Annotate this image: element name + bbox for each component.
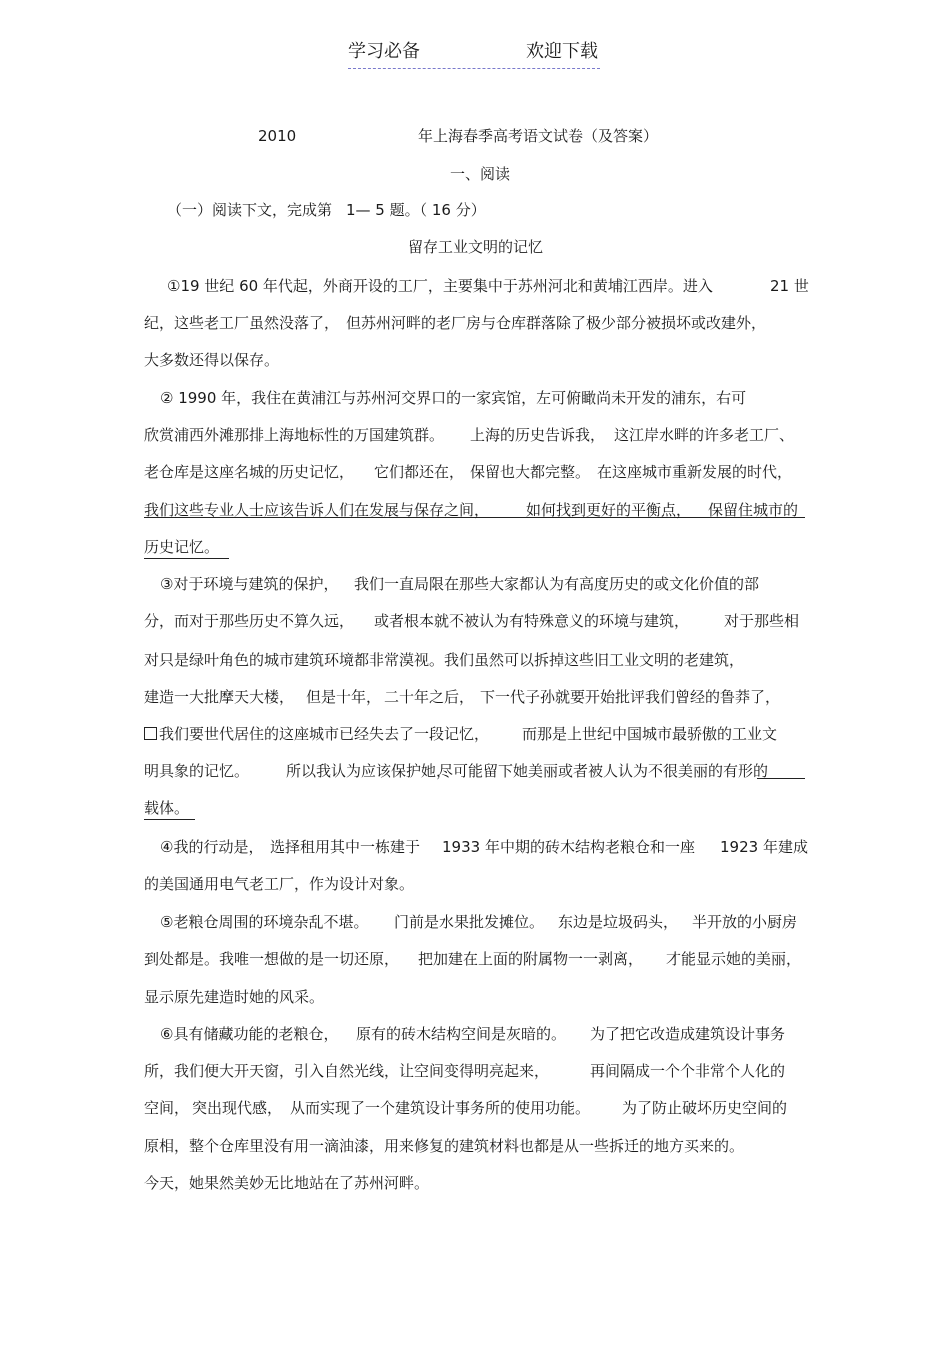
p5-line3: 显示原先建造时她的风采。 [144,988,325,1006]
p3-line5b: 而那是上世纪中国城市最骄傲的工业文 [522,725,778,743]
p3-line6a: 明具象的记忆。 [144,762,250,780]
section-heading: 一、阅读 [450,165,511,183]
p4-line1c: 1933 年中期的砖木结构老粮仓和一座 [442,838,695,856]
p2-line4a: 我们这些专业人士应该告诉人们在发展与保存之间， [144,501,490,519]
p2-line2c: 这江岸水畔的许多老工厂、 [614,426,795,444]
p3-underline-tail [757,778,805,779]
p2-line3d: 在这座城市重新发展的时代， [597,463,793,481]
p2-line1: ② 1990 年，我住在黄浦江与苏州河交界口的一家宾馆，左可俯瞰尚未开发的浦东，右可 [160,389,747,407]
p3-line7: 载体。 [144,798,195,820]
p6-line3c: 从而实现了一个建筑设计事务所的使用功能。 [290,1099,591,1117]
p6-line1b: 原有的砖木结构空间是灰暗的。 [356,1025,567,1043]
p3-line5a: 我们要世代居住的这座城市已经失去了一段记忆， [159,725,490,743]
p3-line2b: 或者根本就不被认为有特殊意义的环境与建筑， [374,612,690,630]
page-header [348,40,600,69]
p1-line2b: 但苏州河畔的老厂房与仓库群落除了极少部分被损坏或改建外， [346,314,767,332]
missing-glyph-box [144,727,157,740]
article-title: 留存工业文明的记忆 [408,238,544,256]
p1-line1a: ①19 世纪 60 年代起，外商开设的工厂，主要集中于苏州河北和黄埔江西岸。进入 [167,277,713,295]
p4-line1d: 1923 年建成 [720,838,808,856]
p6-line4: 原相，整个仓库里没有用一滴油漆，用来修复的建筑材料也都是从一些拆迁的地方买来的。 [144,1137,745,1155]
p2-line5: 历史记忆。 [144,537,229,559]
p1-line3: 大多数还得以保存。 [144,351,280,369]
p3-line1a: ③对于环境与建筑的保护， [160,575,339,593]
p6-line2b: 再间隔成一个个非常个人化的 [590,1062,786,1080]
p3-line6b: 所以我认为应该保护她， [286,762,452,780]
p6-line3d: 为了防止破坏历史空间的 [622,1099,788,1117]
p3-line6c: 尽可能留下她美丽或者被人认为不很美丽的有形的 [438,762,769,780]
header-left: 学习必备 [348,41,420,62]
p3-line4a: 建造一大批摩天大楼， [144,688,295,706]
p6-line2a: 所，我们便大开天窗，引入自然光线，让空间变得明亮起来， [144,1062,550,1080]
p3-line4b: 但是十年， [306,688,382,706]
p2-line3a: 老仓库是这座名城的历史记忆， [144,463,355,481]
p3-line4d: 下一代子孙就要开始批评我们曾经的鲁莽了， [480,688,781,706]
p2-line2a: 欣赏浦西外滩那排上海地标性的万国建筑群。 [144,426,445,444]
p1-line1b: 21 世 [770,277,809,295]
p5-line1c: 东边是垃圾码头， [558,913,679,931]
p4-line1b: 选择租用其中一栋建于 [270,838,421,856]
p3-line4c: 二十年之后， [384,688,475,706]
p2-line2b: 上海的历史告诉我， [470,426,606,444]
p5-line1d: 半开放的小厨房 [692,913,798,931]
p1-line2a: 纪，这些老工厂虽然没落了， [144,314,340,332]
instruction-b: 1— 5 题。（ 16 分） [346,201,486,219]
p2-line4c: 保留住城市的 [708,501,799,519]
header-right: 欢迎下载 [526,41,598,62]
p5-line1b: 门前是水果批发摊位。 [394,913,545,931]
p5-line2a: 到处都是。我唯一想做的是一切还原， [144,950,400,968]
p6-line1c: 为了把它改造成建筑设计事务 [590,1025,786,1043]
p3-line1b: 我们一直局限在那些大家都认为有高度历史的或文化价值的部 [354,575,760,593]
p4-line1a: ④我的行动是， [160,838,264,856]
p3-line2a: 分，而对于那些历史不算久远， [144,612,355,630]
exam-title: 年上海春季高考语文试卷（及答案） [418,127,659,145]
p2-line4b: 如何找到更好的平衡点， [526,501,692,519]
p3-line5a-wrap [144,724,489,744]
title-year: 2010 [258,127,297,145]
p5-line2b: 把加建在上面的附属物一一剥离， [418,950,644,968]
p2-line3b: 它们都还在， [374,463,465,481]
p4-line2: 的美国通用电气老工厂，作为设计对象。 [144,875,415,893]
p2-line3c: 保留也大都完整。 [470,463,591,481]
p3-line2c: 对于那些相 [724,612,800,630]
p6-line1a: ⑥具有储藏功能的老粮仓， [160,1025,339,1043]
p5-line2c: 才能显示她的美丽， [666,950,802,968]
p3-line3: 对只是绿叶角色的城市建筑环境都非常漠视。我们虽然可以拆掉这些旧工业文明的老建筑， [144,651,745,669]
p5-line1a: ⑤老粮仓周围的环境杂乱不堪。 [160,913,369,931]
p6-line5: 今天，她果然美妙无比地站在了苏州河畔。 [144,1174,430,1192]
instruction-a: （一）阅读下文，完成第 [167,201,333,219]
p6-line3a: 空间， [144,1099,190,1117]
p6-line3b: 突出现代感， [192,1099,283,1117]
